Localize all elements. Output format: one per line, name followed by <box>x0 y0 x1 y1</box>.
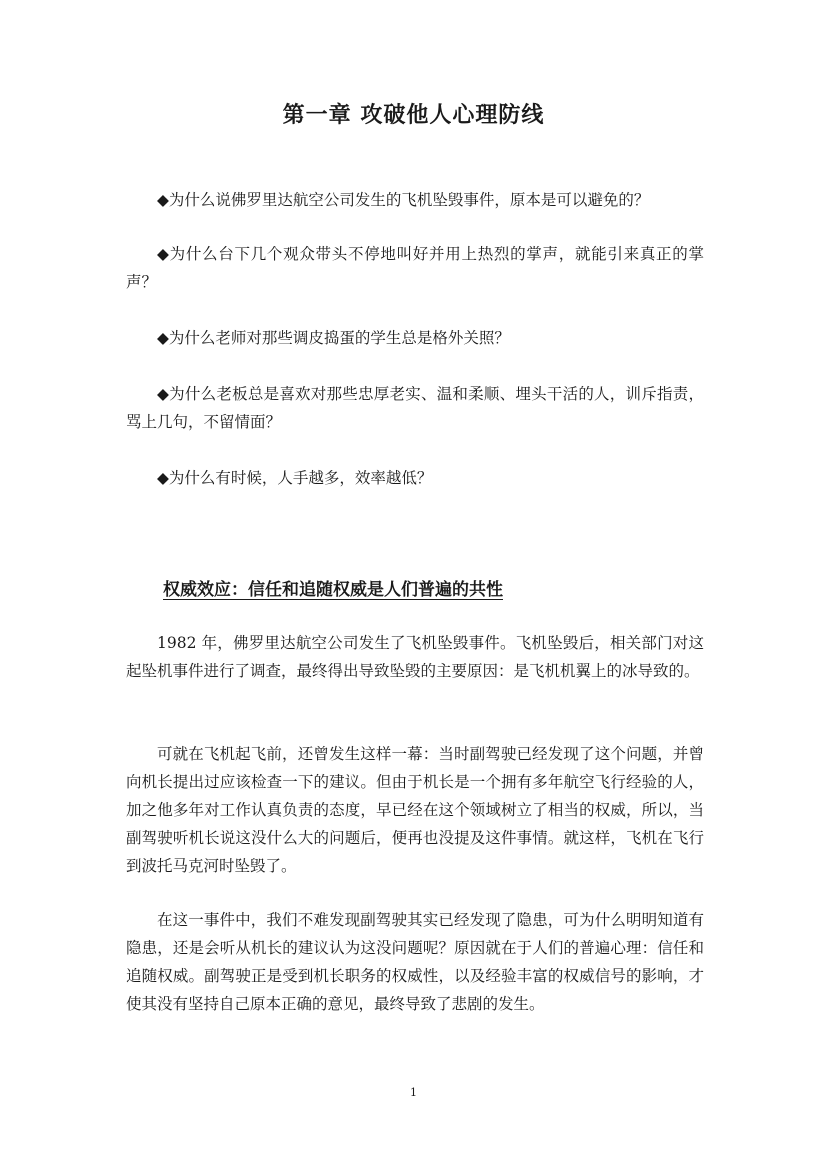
question-3: ◆为什么老师对那些调皮捣蛋的学生总是格外关照？ <box>157 329 510 347</box>
question-2: ◆为什么台下几个观众带头不停地叫好并用上热烈的掌声，就能引来真正的掌声？ <box>126 245 704 291</box>
paragraph-1: 1982 年，佛罗里达航空公司发生了飞机坠毁事件。飞机坠毁后，相关部门对这起坠机事件进行了调查，最终得出导致坠毁的主要原因：是飞机机翼上的冰导致的。 <box>126 634 704 680</box>
question-4: ◆为什么老板总是喜欢对那些忠厚老实、温和柔顺、埋头干活的人，训斥指责，骂上几句，不留情面？ <box>126 385 704 431</box>
question-5: ◆为什么有时候，人手越多，效率越低？ <box>157 469 433 487</box>
paragraph-2: 可就在飞机起飞前，还曾发生这样一幕：当时副驾驶已经发现了这个问题，并曾向机长提出过应该检查一下的建议。但由于机长是一个拥有多年航空飞行经验的人，加之他多年对工作认真负责的态度，早已经在这个领域树立了相当的权威，所以，当副驾驶听机长说这没什么大的问题后，便再也没提及这件事情。就这样，飞机在飞行到波托马克河时坠毁了。 <box>126 745 704 875</box>
question-1: ◆为什么说佛罗里达航空公司发生的飞机坠毁事件，原本是可以避免的？ <box>157 191 650 209</box>
page-number: 1 <box>410 1086 417 1099</box>
paragraph-3: 在这一事件中，我们不难发现副驾驶其实已经发现了隐患，可为什么明明知道有隐患，还是会听从机长的建议认为这没问题呢？原因就在于人们的普遍心理：信任和追随权威。副驾驶正是受到机长职务的权威性，以及经验丰富的权威信号的影响，才使其没有坚持自己原本正确的意见，最终导致了悲剧的发生。 <box>126 911 704 1013</box>
section-heading: 权威效应：信任和追随权威是人们普遍的共性 <box>163 580 503 600</box>
chapter-title: 第一章 攻破他人心理防线 <box>282 102 545 128</box>
